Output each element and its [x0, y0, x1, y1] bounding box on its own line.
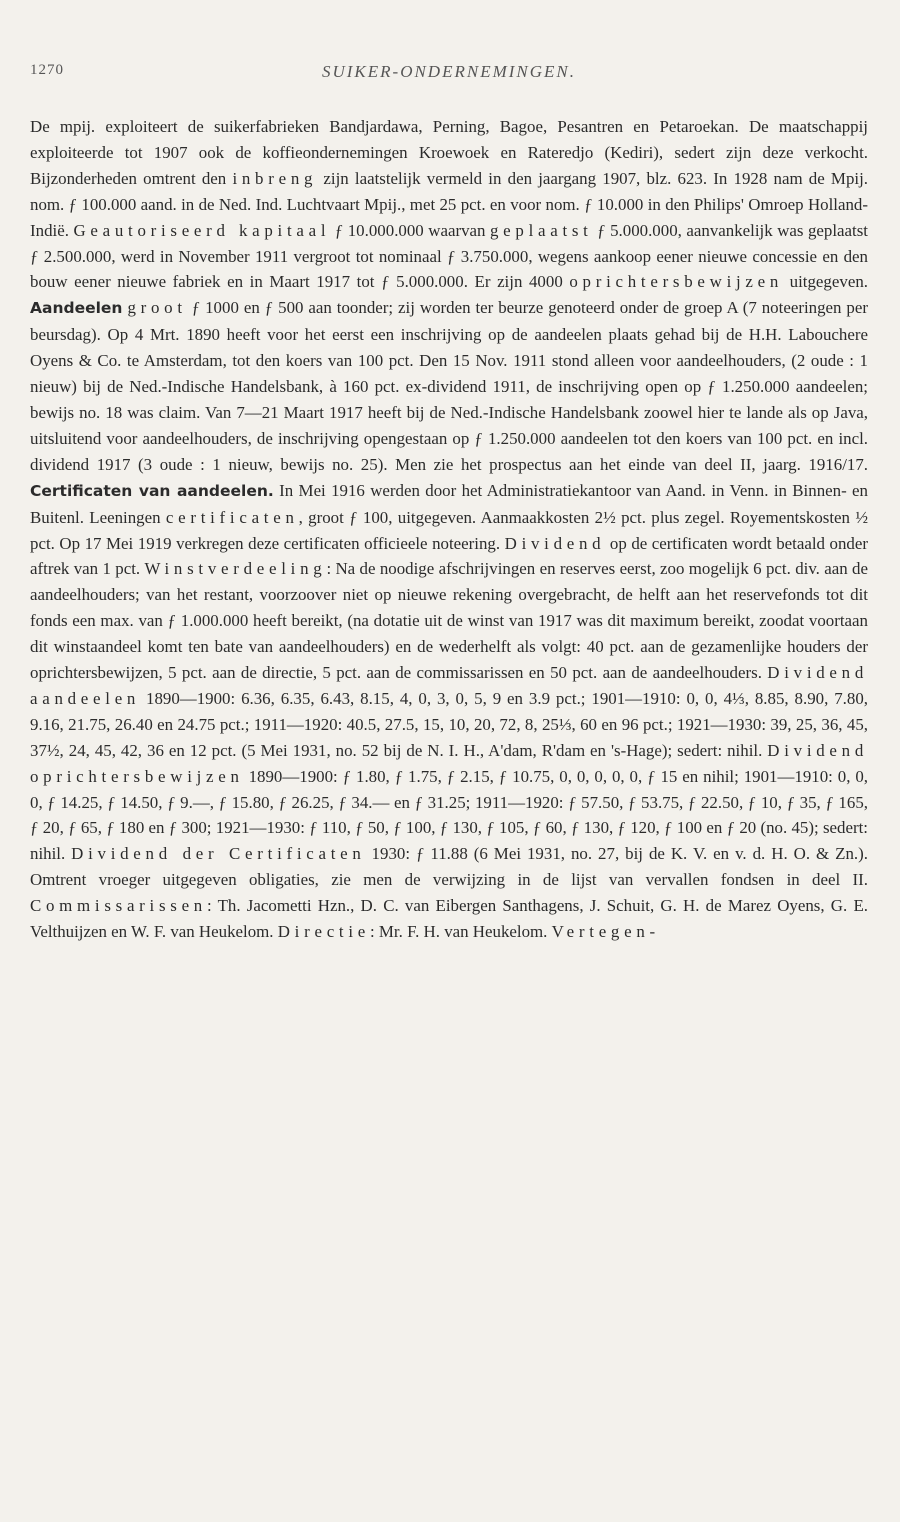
- text-run: De mpij. exploiteert de suikerfabrieken Bandjardawa, Perning, Bagoe, Pesantren en Petaroekan. De maatschappij exploiteerde tot 1907 ook de koffieondernemingen Kroewoek en Rateredjo (Kediri), sedert zijn deze verkocht. Bijzonderheden omtrent den: [30, 117, 868, 188]
- spaced-term-directie: Directie: [277, 922, 370, 942]
- text-run: ƒ 10.000.000 waarvan: [330, 220, 490, 240]
- spaced-term-inbreng: inbreng: [232, 168, 318, 188]
- text-run: 1930: ƒ 11.88 (6 Mei 1931, no. 27, bij de K. V. en v. d. H. O. & Zn.). Omtrent vroeger uitgegeven obligaties, zie men de verwijzing in de lijst van vervallen fondsen in deel II.: [30, 844, 868, 890]
- heading-aandeelen: Aandeelen: [30, 299, 123, 318]
- spaced-term-oprichtersbewijzen: oprichtersbewijzen: [569, 272, 784, 292]
- text-run: ƒ 5.000.000, aanvankelijk was geplaatst ƒ 2.500.000, werd in November 1911 vergroot tot nominaal ƒ 3.750.000, wegens aankoop eener nieuwe concessie en den bouw eener nieuwe fabriek en in Maart 1917 tot ƒ 5.000.000. Er zijn 4000: [30, 220, 869, 292]
- heading-certificaten: Certificaten van aandeelen.: [30, 481, 274, 500]
- text-run: : Na de noodige afschrijvingen en reserves eerst, zoo mogelijk 6 pct. div. aan de aandeelhouders; van het restant, voorzoover niet op nieuwe rekening overgebracht, de helft aan het reservefonds tot dit fonds een max. van ƒ 1.000.000 heeft bereikt, (na dotatie uit de winst van 1917 was dit maximum bereikt, zoodat voortaan dit winstaandeel komt ten bate van aandeelhouders) en de wederhelft als volgt: 40 pct. aan de gezamenlijke houders der oprichtersbewijzen, 5 pct. aan de directie, 5 pct. aan de commissarissen en 50 pct. aan de aandeelhouders.: [30, 559, 868, 683]
- text-run: uitgegeven.: [783, 272, 868, 292]
- text-run: In Mei 1916 werden door het Administratiekantoor van Aand. in Venn. in Binnen- en Buitenl. Leeningen: [30, 480, 868, 527]
- page-number: 1270: [30, 62, 64, 78]
- page-header: [30, 62, 868, 92]
- spaced-term-dividend-oprichtersbewijzen: Dividend oprichtersbewijzen: [30, 740, 868, 786]
- text-run: ƒ 1000 en ƒ 500 aan toonder; zij worden ter beurze genoteerd onder de groep A (7 noteeringen per beursdag). Op 4 Mrt. 1890 heeft voor het eerst een inschrijving op de aandeelen plaats gehad bij de H.H. Labouchere Oyens & Co. te Amsterdam, tot den koers van 100 pct. Den 15 Nov. 1911 stond alleen voor aandeelhouders, (2 oude : 1 nieuw) bij de Ned.-Indische Handelsbank, à 160 pct. ex-dividend 1911, de inschrijving open op ƒ 1.250.000 aandeelen; bewijs no. 18 was claim. Van 7—21 Maart 1917 heeft bij de Ned.-Indische Handelsbank zoowel hier te lande als op Java, uitsluitend voor aandeelhouders, de inschrijving opengestaan op ƒ 1.250.000 aandeelen tot den koers van 100 pct. en incl. dividend 1917 (3 oude : 1 nieuw, bewijs no. 25). Men zie het prospectus aan het einde van deel II, jaarg. 1916/17.: [30, 298, 868, 474]
- spaced-term-groot: groot: [127, 298, 187, 318]
- spaced-term-geautoriseerd-kapitaal: Geautoriseerd kapitaal: [73, 220, 331, 240]
- text-run: , groot ƒ 100, uitgegeven. Aanmaakkosten 2½ pct. plus zegel. Royementskosten ½ pct. Op 17 Mei 1919 verkregen deze certificaten officieele noteering.: [30, 507, 868, 553]
- spaced-term-dividend-certificaten: Dividend der Certificaten: [71, 844, 366, 864]
- text-run: : Mr. F. H. van Heukelom.: [370, 922, 552, 942]
- paragraph: [30, 114, 868, 945]
- spaced-term-certificaten: certificaten: [165, 507, 299, 527]
- text-run: : Th. Jacometti Hzn., D. C. van Eibergen Santhagens, J. Schuit, G. H. de Marez Oyens, G. E. Velthuijzen en W. F. van Heukelom.: [30, 896, 868, 942]
- spaced-term-winstverdeeling: Winstverdeeling: [144, 559, 327, 579]
- page: [30, 62, 868, 945]
- text-run: 1890—1900: 6.36, 6.35, 6.43, 8.15, 4, 0, 3, 0, 5, 9 en 3.9 pct.; 1901—1910: 0, 0, 4⅓, 8.85, 8.90, 7.80, 9.16, 21.75, 26.40 en 24.75 pct.; 1911—1920: 40.5, 27.5, 15, 10, 20, 72, 8, 25⅓, 60 en 96 pct.; 1921—1930: 39, 25, 36, 45, 37½, 24, 45, 42, 36 en 12 pct. (5 Mei 1931, no. 52 bij de N. I. H., A'dam, R'dam en 's-Hage); sedert: nihil.: [30, 688, 868, 760]
- text-run: 1890—1900: ƒ 1.80, ƒ 1.75, ƒ 2.15, ƒ 10.75, 0, 0, 0, 0, 0, ƒ 15 en nihil; 1901—1910: 0, 0, 0, ƒ 14.25, ƒ 14.50, ƒ 9.—, ƒ 15.80, ƒ 26.25, ƒ 34.— en ƒ 31.25; 1911—1920: ƒ 57.50, ƒ 53.75, ƒ 22.50, ƒ 10, ƒ 35, ƒ 165, ƒ 20, ƒ 65, ƒ 180 en ƒ 300; 1921—1930: ƒ 110, ƒ 50, ƒ 100, ƒ 130, ƒ 105, ƒ 60, ƒ 130, ƒ 120, ƒ 100 en ƒ 20 (no. 45); sedert: nihil.: [30, 766, 868, 864]
- spaced-term-vertegen: Vertegen-: [551, 922, 660, 942]
- running-head: SUIKER-ONDERNEMINGEN.: [321, 62, 576, 81]
- spaced-term-geplaatst: geplaatst: [489, 220, 593, 240]
- spaced-term-dividend: Dividend: [504, 533, 606, 553]
- spaced-term-dividend-aandeelen: Dividend aandeelen: [30, 663, 868, 708]
- spaced-term-commissarissen: Commissarissen: [30, 896, 207, 916]
- body-text: [30, 114, 868, 945]
- text-run: zijn laatstelijk vermeld in den jaargang 1907, blz. 623. In 1928 nam de Mpij. nom. ƒ 100.000 aand. in de Ned. Ind. Luchtvaart Mpij., met 25 pct. en voor nom. ƒ 10.000 in den Philips' Omroep Holland-Indië.: [30, 168, 868, 240]
- text-run: op de certificaten wordt betaald onder aftrek van 1 pct.: [30, 533, 869, 579]
